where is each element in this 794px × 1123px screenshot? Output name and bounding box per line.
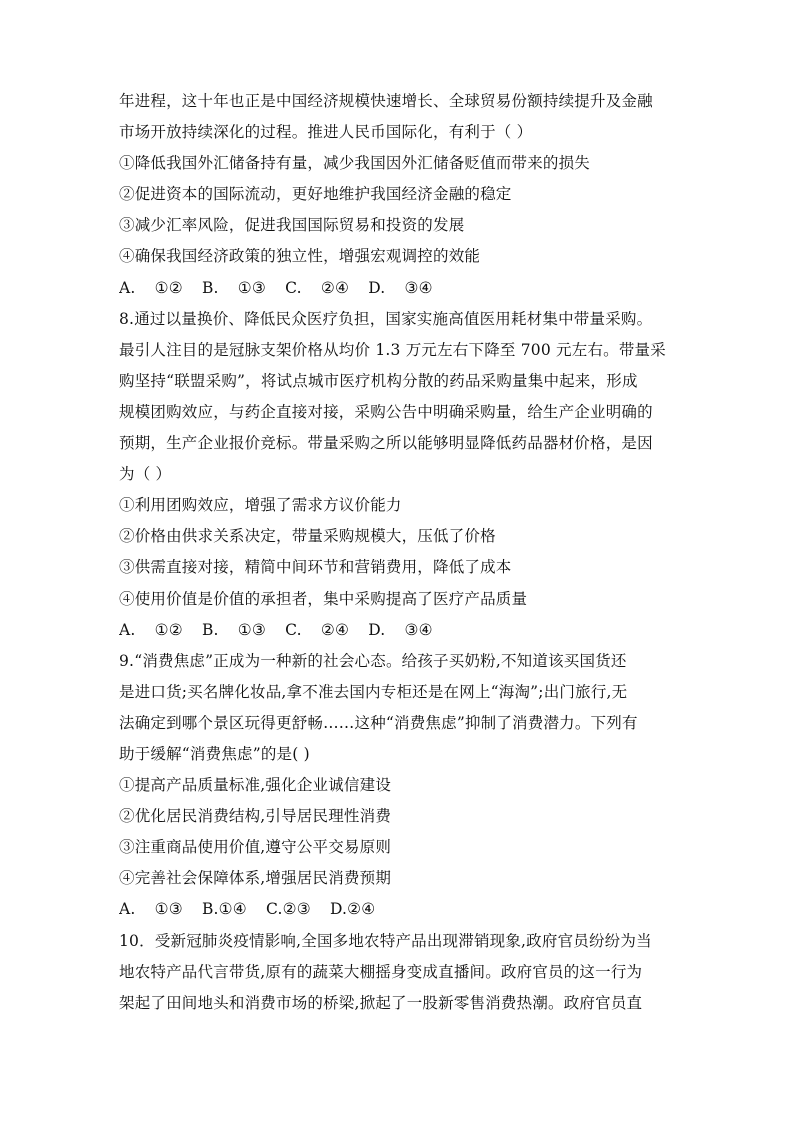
text-line: ④使用价值是价值的承担者，集中采购提高了医疗产品质量 xyxy=(119,589,528,608)
text-line: 最引人注目的是冠脉支架价格从均价 1.3 万元左右下降至 700 元左右。带量采 xyxy=(119,340,666,359)
text-line: 架起了田间地头和消费市场的桥梁,掀起了一股新零售消费热潮。政府官员直 xyxy=(119,993,643,1012)
text-line: 地农特产品代言带货,原有的蔬菜大棚摇身变成直播间。政府官员的这一行为 xyxy=(119,962,643,981)
text-line: 规模团购效应，与药企直接对接，采购公告中明确采购量，给生产企业明确的 xyxy=(119,402,653,421)
text-line: 是进口货;买名牌化妆品,拿不准去国内专柜还是在网上“海淘”;出门旅行,无 xyxy=(119,682,628,701)
text-line: ③供需直接对接，精简中间环节和营销费用，降低了成本 xyxy=(119,558,512,577)
text-line: 预期，生产企业报价竞标。带量采购之所以能够明显降低药品器材价格，是因 xyxy=(119,434,653,453)
text-line: ②促进资本的国际流动，更好地维护我国经济金融的稳定 xyxy=(119,185,512,204)
text-line: ①提高产品质量标准,强化企业诚信建设 xyxy=(119,776,392,795)
text-line: 助于缓解“消费焦虑”的是( ) xyxy=(119,744,310,763)
text-line: 购坚持“联盟采购”，将试点城市医疗机构分散的药品采购量集中起来，形成 xyxy=(119,371,638,390)
answer-options: A. ①② B. ①③ C. ②④ D. ③④ xyxy=(119,620,433,639)
text-line: ①利用团购效应，增强了需求方议价能力 xyxy=(119,496,402,515)
text-line: ③注重商品使用价值,遵守公平交易原则 xyxy=(119,838,392,857)
text-line: ④确保我国经济政策的独立性，增强宏观调控的效能 xyxy=(119,247,481,266)
text-line: ③减少汇率风险，促进我国国际贸易和投资的发展 xyxy=(119,216,465,235)
text-line: 市场开放持续深化的过程。推进人民币国际化，有利于（ ） xyxy=(119,123,533,142)
text-line: ④完善社会保障体系,增强居民消费预期 xyxy=(119,869,392,888)
text-line: 年进程，这十年也正是中国经济规模快速增长、全球贸易份额持续提升及金融 xyxy=(119,92,653,110)
answer-options: A. ①② B. ①③ C. ②④ D. ③④ xyxy=(119,278,433,297)
text-line: 法确定到哪个景区玩得更舒畅……这种“消费焦虑”抑制了消费潜力。下列有 xyxy=(119,713,638,732)
text-line: 9.“消费焦虑”正成为一种新的社会心态。给孩子买奶粉,不知道该买国货还 xyxy=(119,651,627,670)
text-line: ②优化居民消费结构,引导居民理性消费 xyxy=(119,807,392,826)
question-text xyxy=(119,86,679,1019)
text-line: 10．受新冠肺炎疫情影响,全国多地农特产品出现滞销现象,政府官员纷纷为当 xyxy=(119,931,652,950)
text-line: ①降低我国外汇储备持有量，减少我国因外汇储备贬值而带来的损失 xyxy=(119,154,591,173)
text-line: ②价格由供求关系决定，带量采购规模大，压低了价格 xyxy=(119,527,496,546)
text-line: 为（ ） xyxy=(119,465,172,484)
answer-options: A. ①③ B.①④ C.②③ D.②④ xyxy=(119,900,376,919)
text-line: 8.通过以量换价、降低民众医疗负担，国家实施高值医用耗材集中带量采购。 xyxy=(119,309,653,328)
